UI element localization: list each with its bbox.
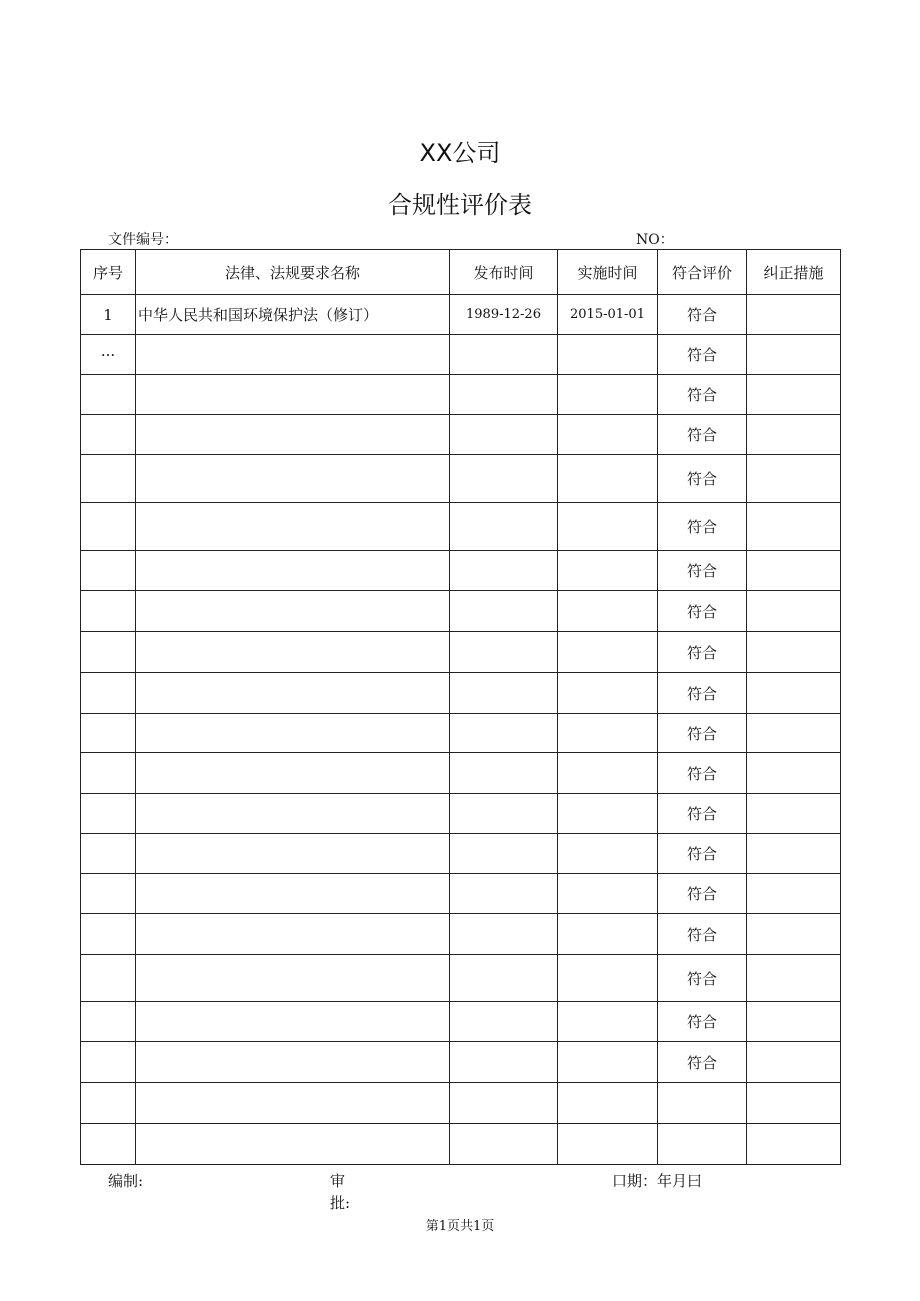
- cell-index: [81, 914, 136, 955]
- table-row: [81, 551, 841, 591]
- cell-corrective-action: [747, 1042, 841, 1083]
- cell-corrective-action: [747, 295, 841, 335]
- cell-corrective-action: [747, 632, 841, 673]
- cell-index: [81, 1124, 136, 1165]
- header-law-name: 法律、法规要求名称: [136, 250, 450, 295]
- cell-corrective-action: [747, 455, 841, 503]
- cell-law-name: [136, 591, 450, 632]
- cell-index: [81, 591, 136, 632]
- cell-compliance: 符合: [658, 455, 747, 503]
- cell-index: [81, 753, 136, 794]
- cell-law-name: 中华人民共和国环境保护法（修订）: [136, 295, 450, 335]
- cell-publish-date: [450, 874, 558, 914]
- cell-compliance: 符合: [658, 673, 747, 714]
- cell-law-name: [136, 914, 450, 955]
- cell-effective-date: [558, 794, 658, 834]
- cell-compliance: 符合: [658, 955, 747, 1002]
- table-row: [81, 455, 841, 503]
- cell-compliance: 符合: [658, 591, 747, 632]
- cell-law-name: [136, 1002, 450, 1042]
- cell-corrective-action: [747, 914, 841, 955]
- table-row: [81, 794, 841, 834]
- cell-law-name: [136, 503, 450, 551]
- cell-index: [81, 874, 136, 914]
- cell-law-name: [136, 714, 450, 753]
- cell-compliance: 符合: [658, 1002, 747, 1042]
- cell-corrective-action: [747, 415, 841, 455]
- table-row: [81, 295, 841, 335]
- cell-index: [81, 794, 136, 834]
- cell-law-name: [136, 1124, 450, 1165]
- cell-index: [81, 673, 136, 714]
- cell-effective-date: [558, 914, 658, 955]
- cell-corrective-action: [747, 673, 841, 714]
- cell-index: [81, 632, 136, 673]
- cell-publish-date: [450, 335, 558, 375]
- cell-effective-date: [558, 375, 658, 415]
- cell-effective-date: [558, 753, 658, 794]
- cell-compliance: 符合: [658, 551, 747, 591]
- cell-publish-date: [450, 375, 558, 415]
- table-row: [81, 503, 841, 551]
- cell-index: [81, 551, 136, 591]
- cell-effective-date: [558, 503, 658, 551]
- cell-compliance: 符合: [658, 295, 747, 335]
- cell-publish-date: [450, 1083, 558, 1124]
- cell-index: [81, 955, 136, 1002]
- cell-effective-date: [558, 591, 658, 632]
- cell-law-name: [136, 415, 450, 455]
- cell-index: [81, 834, 136, 874]
- table-row: [81, 591, 841, 632]
- date-label: 口期：年月曰: [612, 1172, 703, 1190]
- cell-effective-date: [558, 551, 658, 591]
- cell-publish-date: [450, 415, 558, 455]
- cell-effective-date: [558, 834, 658, 874]
- prepared-by-label: 编制:: [108, 1172, 144, 1190]
- cell-compliance: [658, 1083, 747, 1124]
- cell-compliance: 符合: [658, 415, 747, 455]
- cell-compliance: 符合: [658, 834, 747, 874]
- cell-corrective-action: [747, 1083, 841, 1124]
- cell-law-name: [136, 794, 450, 834]
- cell-corrective-action: [747, 1124, 841, 1165]
- cell-compliance: 符合: [658, 874, 747, 914]
- cell-law-name: [136, 1042, 450, 1083]
- form-title: 合规性评价表: [388, 191, 532, 219]
- header-corrective-action: 纠正措施: [747, 250, 841, 295]
- cell-corrective-action: [747, 335, 841, 375]
- cell-corrective-action: [747, 874, 841, 914]
- header-effective-date: 实施时间: [558, 250, 658, 295]
- cell-effective-date: [558, 673, 658, 714]
- table-row: [81, 955, 841, 1002]
- cell-effective-date: [558, 1042, 658, 1083]
- cell-compliance: 符合: [658, 794, 747, 834]
- cell-index: [81, 455, 136, 503]
- cell-effective-date: [558, 874, 658, 914]
- cell-index: [81, 714, 136, 753]
- cell-law-name: [136, 375, 450, 415]
- cell-publish-date: [450, 455, 558, 503]
- cell-effective-date: [558, 714, 658, 753]
- table-row: [81, 673, 841, 714]
- cell-law-name: [136, 874, 450, 914]
- cell-corrective-action: [747, 794, 841, 834]
- cell-index: 1: [81, 295, 136, 335]
- cell-effective-date: [558, 1002, 658, 1042]
- table-row: [81, 914, 841, 955]
- header-compliance: 符合评价: [658, 250, 747, 295]
- cell-compliance: 符合: [658, 503, 747, 551]
- cell-index: [81, 503, 136, 551]
- table-row: [81, 632, 841, 673]
- cell-publish-date: [450, 955, 558, 1002]
- page-number: 第1页共1页: [425, 1219, 495, 1234]
- table-row: [81, 753, 841, 794]
- cell-corrective-action: [747, 834, 841, 874]
- cell-law-name: [136, 632, 450, 673]
- cell-publish-date: [450, 632, 558, 673]
- cell-publish-date: [450, 794, 558, 834]
- table-row: [81, 874, 841, 914]
- cell-index: ···: [81, 335, 136, 375]
- cell-compliance: 符合: [658, 375, 747, 415]
- cell-law-name: [136, 551, 450, 591]
- cell-publish-date: [450, 1124, 558, 1165]
- table-row: [81, 335, 841, 375]
- cell-publish-date: [450, 1042, 558, 1083]
- cell-index: [81, 1002, 136, 1042]
- cell-corrective-action: [747, 551, 841, 591]
- cell-corrective-action: [747, 375, 841, 415]
- table-row: [81, 1083, 841, 1124]
- cell-effective-date: [558, 632, 658, 673]
- company-name: XX公司: [419, 139, 501, 167]
- cell-publish-date: 1989-12-26: [450, 295, 558, 335]
- cell-law-name: [136, 834, 450, 874]
- table-row: [81, 415, 841, 455]
- cell-index: [81, 1083, 136, 1124]
- cell-corrective-action: [747, 955, 841, 1002]
- header-index: 序号: [81, 250, 136, 295]
- cell-effective-date: [558, 955, 658, 1002]
- cell-law-name: [136, 673, 450, 714]
- table-row: [81, 375, 841, 415]
- cell-law-name: [136, 753, 450, 794]
- cell-corrective-action: [747, 753, 841, 794]
- cell-law-name: [136, 955, 450, 1002]
- cell-publish-date: [450, 1002, 558, 1042]
- cell-corrective-action: [747, 591, 841, 632]
- approved-by-label-2: 批:: [330, 1194, 351, 1212]
- table-row: [81, 834, 841, 874]
- table-row: [81, 714, 841, 753]
- compliance-table: [80, 249, 841, 1165]
- cell-corrective-action: [747, 1002, 841, 1042]
- cell-index: [81, 1042, 136, 1083]
- cell-index: [81, 375, 136, 415]
- cell-compliance: 符合: [658, 632, 747, 673]
- cell-effective-date: [558, 415, 658, 455]
- cell-publish-date: [450, 753, 558, 794]
- cell-law-name: [136, 1083, 450, 1124]
- doc-number-label: 文件编号：: [108, 232, 178, 248]
- cell-compliance: 符合: [658, 914, 747, 955]
- table-row: [81, 1042, 841, 1083]
- cell-publish-date: [450, 591, 558, 632]
- cell-compliance: 符合: [658, 714, 747, 753]
- cell-publish-date: [450, 914, 558, 955]
- cell-law-name: [136, 335, 450, 375]
- header-publish-date: 发布时间: [450, 250, 558, 295]
- cell-corrective-action: [747, 714, 841, 753]
- cell-effective-date: 2015-01-01: [558, 295, 658, 335]
- cell-publish-date: [450, 834, 558, 874]
- table-header-row: [81, 250, 841, 295]
- cell-publish-date: [450, 673, 558, 714]
- cell-compliance: 符合: [658, 753, 747, 794]
- cell-effective-date: [558, 1124, 658, 1165]
- cell-publish-date: [450, 551, 558, 591]
- cell-effective-date: [558, 455, 658, 503]
- no-label: NO：: [636, 232, 674, 248]
- cell-compliance: [658, 1124, 747, 1165]
- approved-by-label-1: 审: [330, 1172, 346, 1190]
- cell-publish-date: [450, 503, 558, 551]
- cell-publish-date: [450, 714, 558, 753]
- cell-corrective-action: [747, 503, 841, 551]
- cell-compliance: 符合: [658, 335, 747, 375]
- cell-law-name: [136, 455, 450, 503]
- cell-index: [81, 415, 136, 455]
- cell-effective-date: [558, 1083, 658, 1124]
- table-row: [81, 1002, 841, 1042]
- cell-effective-date: [558, 335, 658, 375]
- cell-compliance: 符合: [658, 1042, 747, 1083]
- table-row: [81, 1124, 841, 1165]
